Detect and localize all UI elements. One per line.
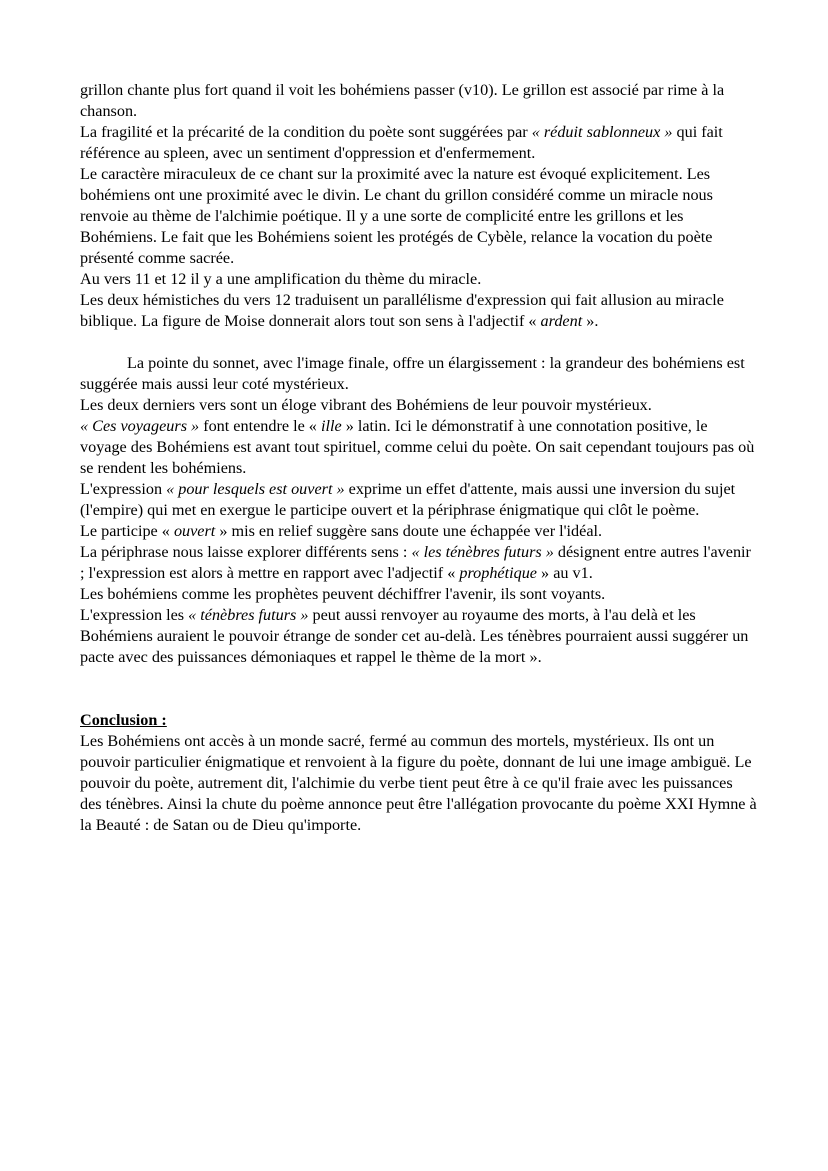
paragraph <box>80 353 758 395</box>
paragraph <box>80 521 758 542</box>
text-run: Les bohémiens comme les prophètes peuvent déchiffrer l'avenir, ils sont voyants. <box>80 585 606 603</box>
text-run: Les deux derniers vers sont un éloge vibrant des Bohémiens de leur pouvoir mystérieux. <box>80 396 652 414</box>
paragraph <box>80 164 758 269</box>
paragraph <box>80 269 758 290</box>
text-run: Le caractère miraculeux de ce chant sur la proximité avec la nature est évoqué explicitement. Les bohémiens ont une proximité avec le divin. Le chant du grillon considéré comme un miracle nous renvoie au thème de l'alchimie poétique. Il y a une sorte de complicité entre les grillons et les Bohémiens. Le fait que les Bohémiens soient les protégés de Cybèle, relance la vocation du poète présenté comme sacrée. <box>80 165 713 267</box>
italic-quote: ille <box>320 417 342 435</box>
conclusion-section <box>80 710 758 836</box>
paragraph <box>80 416 758 479</box>
paragraph <box>80 542 758 584</box>
paragraph <box>80 605 758 668</box>
analysis-section-1 <box>80 80 758 332</box>
italic-quote: « Ces voyageurs » <box>80 417 200 435</box>
italic-quote: « réduit sablonneux » <box>531 123 673 141</box>
paragraph <box>80 290 758 332</box>
italic-quote: prophétique <box>459 564 537 582</box>
text-run: désignent entre autres l'avenir ; l'expression est alors à mettre en rapport avec l'adjectif « <box>80 543 751 582</box>
text-run: qui fait référence au spleen, avec un sentiment d'oppression et d'enfermement. <box>80 123 723 162</box>
text-run: ». <box>582 312 599 330</box>
italic-quote: « pour lesquels est ouvert » <box>166 480 345 498</box>
text-run: L'expression <box>80 480 167 498</box>
text-run: » au v1. <box>537 564 593 582</box>
italic-quote: « ténèbres futurs » <box>188 606 309 624</box>
text-run: Le participe « <box>80 522 174 540</box>
text-run: peut aussi renvoyer au royaume des morts, à l'au delà et les Bohémiens auraient le pouvoir étrange de sonder cet au-delà. Les ténèbres pourraient aussi suggérer un pacte avec des puissances démoniaques et rappel le thème de la mort ». <box>80 606 749 666</box>
text-run: » latin. Ici le démonstratif à une connotation positive, le voyage des Bohémiens est avant tout spirituel, comme celui du poète. On sait cependant toujours pas où se rendent les bohémiens. <box>80 417 755 477</box>
text-run: exprime un effet d'attente, mais aussi une inversion du sujet (l'empire) qui met en exergue le participe ouvert et la périphrase énigmatique qui clôt le poème. <box>80 480 736 519</box>
text-run: L'expression les <box>80 606 189 624</box>
italic-quote: ardent <box>540 312 583 330</box>
italic-quote: ouvert <box>173 522 216 540</box>
conclusion-paragraph: Les Bohémiens ont accès à un monde sacré, fermé au commun des mortels, mystérieux. Ils ont un pouvoir particulier énigmatique et renvoient à la figure du poète, donnant de lui une image ambiguë. Le pouvoir du poète, autrement dit, l'alchimie du verbe tient peut être à ce qu'il fraie avec les puissances des ténèbres. Ainsi la chute du poème annonce peut être l'allégation provocante du poème XXI Hymne à la Beauté : de Satan ou de Dieu qu'importe. <box>80 732 757 834</box>
italic-quote: « les ténèbres futurs » <box>411 543 554 561</box>
text-run: La périphrase nous laisse explorer différents sens : <box>80 543 412 561</box>
analysis-section-2 <box>80 353 758 668</box>
text-run: Au vers 11 et 12 il y a une amplification du thème du miracle. <box>80 270 482 288</box>
text-run: La fragilité et la précarité de la condition du poète sont suggérées par <box>80 123 532 141</box>
text-run: grillon chante plus fort quand il voit les bohémiens passer (v10). Le grillon est associé par rime à la chanson. <box>80 81 725 120</box>
paragraph <box>80 80 758 122</box>
text-run: La pointe du sonnet, avec l'image finale, offre un élargissement : la grandeur des bohémiens est suggérée mais aussi leur coté mystérieux. <box>80 354 745 393</box>
conclusion-heading: Conclusion : <box>80 711 167 729</box>
text-run: » mis en relief suggère sans doute une échappée ver l'idéal. <box>215 522 603 540</box>
paragraph <box>80 395 758 416</box>
paragraph <box>80 479 758 521</box>
paragraph <box>80 122 758 164</box>
text-run: Les deux hémistiches du vers 12 traduisent un parallélisme d'expression qui fait allusion au miracle biblique. La figure de Moise donnerait alors tout son sens à l'adjectif « <box>80 291 724 330</box>
text-run: font entendre le « <box>199 417 321 435</box>
paragraph <box>80 584 758 605</box>
